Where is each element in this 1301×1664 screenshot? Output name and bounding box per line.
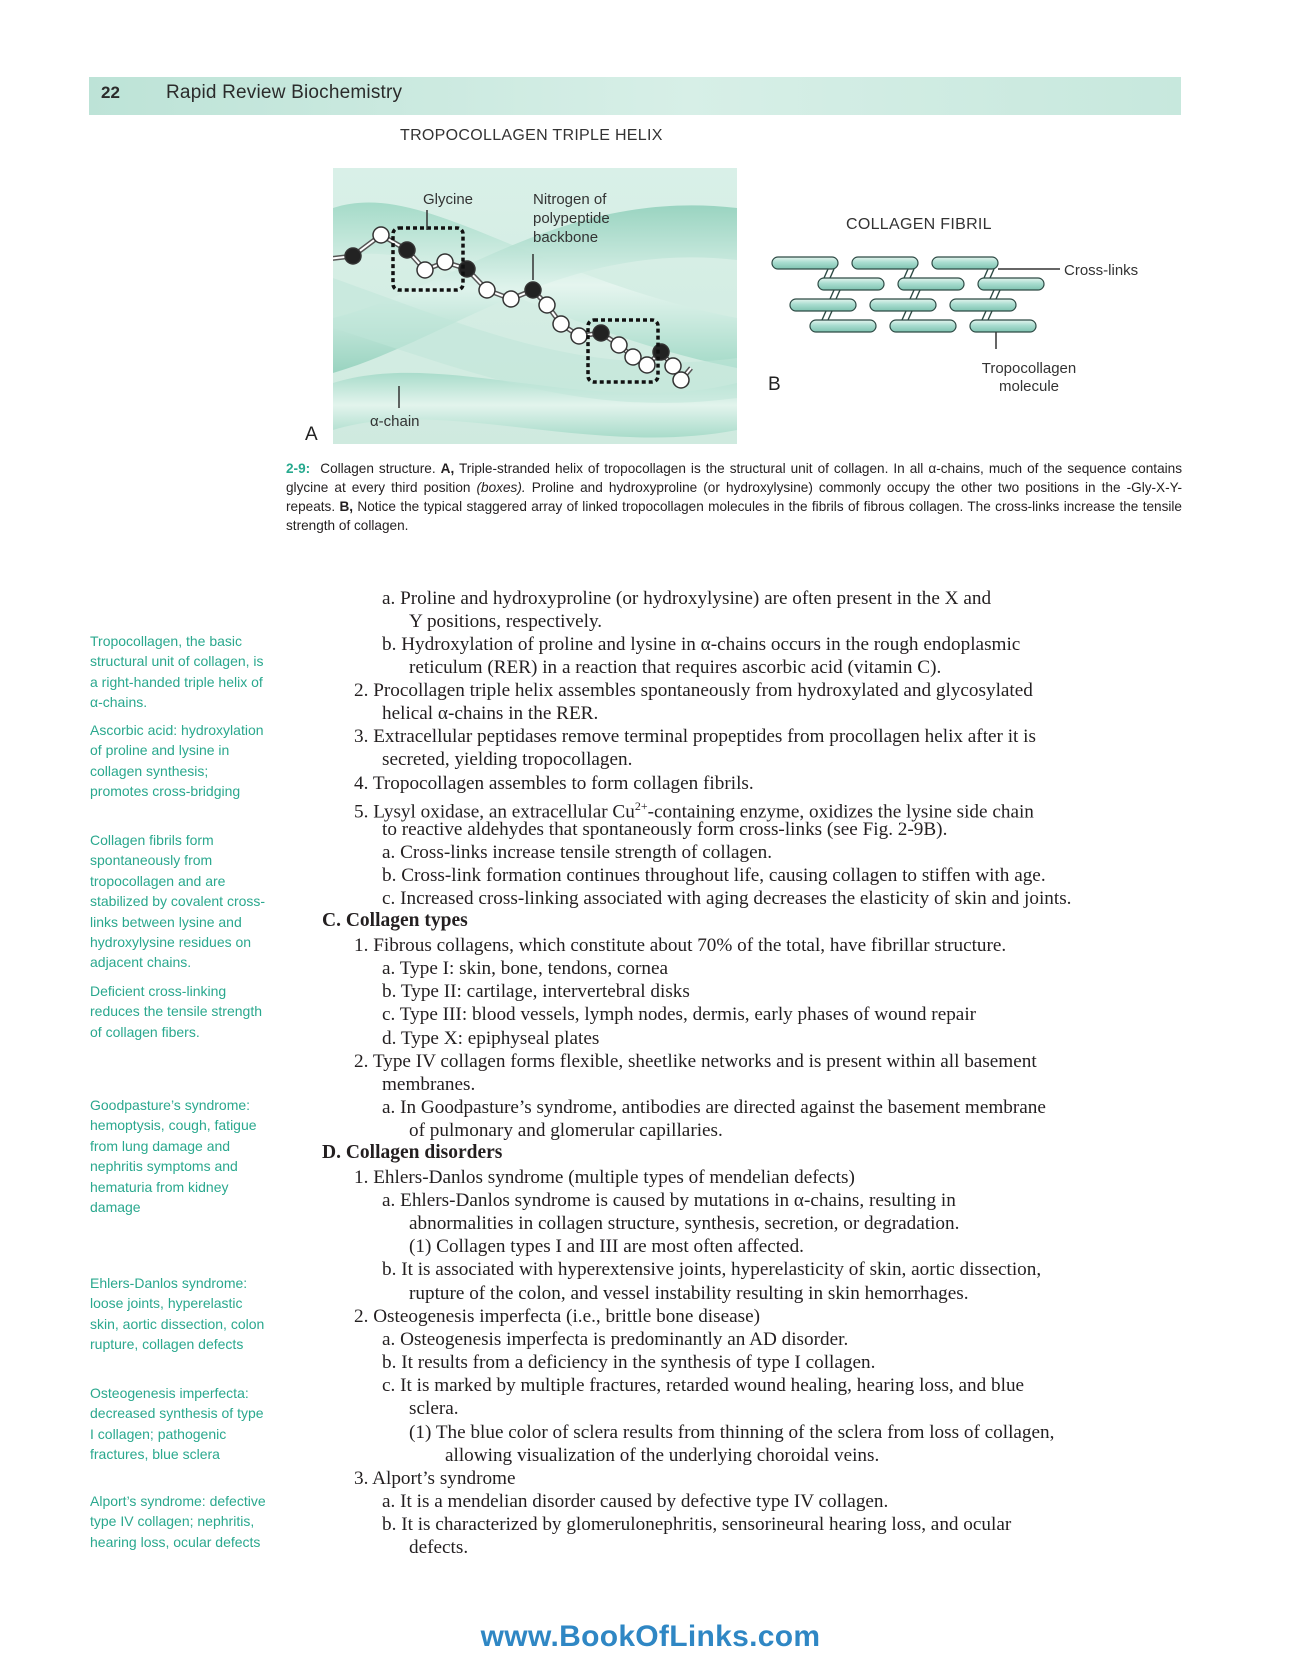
superscript: 2+ <box>634 799 648 813</box>
sidebar-note-collagen-fibrils: Collagen fibrils form spontaneously from tropocollagen and are stabilized by covalent cross-links between lysine and hydroxylysine residues on adjacent chains. <box>90 832 266 971</box>
label-nitrogen-line3: backbone <box>533 229 599 246</box>
sidebar-note-ehlers-danlos: Ehlers-Danlos syndrome: loose joints, hyperelastic skin, aortic dissection, colon rupture, collagen defects <box>90 1275 265 1353</box>
body-text: 5. Lysyl oxidase, an extracellular Cu <box>354 801 635 823</box>
body-line: a. Osteogenesis imperfecta is predominantly an AD disorder. <box>382 1329 849 1350</box>
body-line: defects. <box>409 1537 469 1558</box>
sidebar-note-ascorbic-acid: Ascorbic acid: hydroxylation of proline and lysine in collagen synthesis; promotes cross-bridging <box>90 722 264 800</box>
body-line: Y positions, respectively. <box>409 611 603 632</box>
body-line: a. Proline and hydroxyproline (or hydroxylysine) are often present in the X and <box>382 588 992 609</box>
body-line: a. Cross-links increase tensile strength of collagen. <box>382 842 773 863</box>
body-line: 3. Alport’s syndrome <box>354 1468 516 1489</box>
figure-title-triple-helix: TROPOCOLLAGEN TRIPLE HELIX <box>400 127 663 144</box>
label-tropocollagen-line2: molecule <box>998 378 1060 395</box>
body-line: 2. Procollagen triple helix assembles spontaneously from hydroxylated and glycosylated <box>354 680 1033 701</box>
sidebar-note-osteogenesis: Osteogenesis imperfecta: decreased synthesis of type I collagen; pathogenic fractures, blue sclera <box>90 1385 264 1463</box>
body-line: b. Hydroxylation of proline and lysine in α-chains occurs in the rough endoplasmic <box>382 634 1021 655</box>
body-line: membranes. <box>382 1074 476 1095</box>
section-heading-collagen-types: C. Collagen types <box>322 910 468 931</box>
body-line: a. It is a mendelian disorder caused by defective type IV collagen. <box>382 1491 889 1512</box>
body-text: -containing enzyme, oxidizes the lysine side chain <box>647 801 1034 823</box>
body-line: 1. Fibrous collagens, which constitute about 70% of the total, have fibrillar structure. <box>354 935 1007 956</box>
body-line: 2. Type IV collagen forms flexible, sheetlike networks and is present within all basement <box>354 1051 1037 1072</box>
collagen-fibril-illustration <box>770 245 1080 355</box>
label-nitrogen-line1: Nitrogen of <box>533 191 607 208</box>
body-line: 1. Ehlers-Danlos syndrome (multiple types of mendelian defects) <box>354 1167 855 1188</box>
body-line: 3. Extracellular peptidases remove terminal propeptides from procollagen helix after it is <box>354 726 1036 747</box>
figure-caption <box>286 459 1182 535</box>
body-line: sclera. <box>409 1398 459 1419</box>
caption-label-b: B, <box>339 499 354 514</box>
body-line: (1) The blue color of sclera results from thinning of the sclera from loss of collagen, <box>409 1422 1055 1443</box>
body-line: a. Type I: skin, bone, tendons, cornea <box>382 958 669 979</box>
sidebar-note-cross-linking: Deficient cross-linking reduces the tensile strength of collagen fibers. <box>90 983 262 1040</box>
body-line: of pulmonary and glomerular capillaries. <box>409 1120 723 1141</box>
body-line: secreted, yielding tropocollagen. <box>382 749 633 770</box>
panel-letter-b: B <box>768 374 781 395</box>
caption-text-1: Collagen structure. <box>320 461 441 476</box>
body-line: d. Type X: epiphyseal plates <box>382 1028 600 1049</box>
sidebar-note-alport: Alport’s syndrome: defective type IV collagen; nephritis, hearing loss, ocular defects <box>90 1493 266 1550</box>
body-line: 2. Osteogenesis imperfecta (i.e., brittle bone disease) <box>354 1306 760 1327</box>
figure-title-collagen-fibril: COLLAGEN FIBRIL <box>846 216 992 233</box>
label-cross-links: Cross-links <box>1064 262 1139 279</box>
body-line: abnormalities in collagen structure, synthesis, secretion, or degradation. <box>409 1213 960 1234</box>
body-line: c. It is marked by multiple fractures, retarded wound healing, hearing loss, and blue <box>382 1375 1025 1396</box>
body-line: a. Ehlers-Danlos syndrome is caused by mutations in α-chains, resulting in <box>382 1190 956 1211</box>
body-line: b. It results from a deficiency in the synthesis of type I collagen. <box>382 1352 876 1373</box>
body-line: reticulum (RER) in a reaction that requires ascorbic acid (vitamin C). <box>409 657 942 678</box>
body-line: b. It is associated with hyperextensive joints, hyperelasticity of skin, aortic dissection, <box>382 1259 1042 1280</box>
body-line: b. Type II: cartilage, intervertebral disks <box>382 981 690 1002</box>
body-line: b. Cross-link formation continues throughout life, causing collagen to stiffen with age. <box>382 865 1046 886</box>
caption-text-2: Triple-stranded helix of tropocollagen is the structural unit of collagen. In all α-chains, much of the sequence contains glycine at every third position <box>286 461 1183 495</box>
body-line: a. In Goodpasture’s syndrome, antibodies are directed against the basement membrane <box>382 1097 1046 1118</box>
caption-figure-number: 2-9: <box>286 461 311 476</box>
caption-text-3: Proline and hydroxyproline (or hydroxylysine) commonly occupy the other two positions in the -Gly-X-Y- repeats. <box>286 480 1182 514</box>
body-line: helical α-chains in the RER. <box>382 703 599 724</box>
running-head: Rapid Review Biochemistry <box>166 82 403 103</box>
section-heading-collagen-disorders: D. Collagen disorders <box>322 1142 503 1163</box>
caption-text-4: Notice the typical staggered array of linked tropocollagen molecules in the fibrils of fibrous collagen. The cross-links increase the tensile strength of collagen. <box>286 499 1182 533</box>
body-line: 4. Tropocollagen assembles to form collagen fibrils. <box>354 773 754 794</box>
caption-boxes: (boxes). <box>476 480 526 495</box>
sidebar-note-goodpasture: Goodpasture’s syndrome: hemoptysis, cough, fatigue from lung damage and nephritis symptoms and hematuria from kidney damage <box>90 1097 257 1216</box>
body-line: rupture of the colon, and vessel instability resulting in skin hemorrhages. <box>409 1283 969 1304</box>
sidebar-note-tropocollagen: Tropocollagen, the basic structural unit of collagen, is a right-handed triple helix of α-chains. <box>90 633 264 711</box>
body-line: b. It is characterized by glomerulonephritis, sensorineural hearing loss, and ocular <box>382 1514 1012 1535</box>
body-line: c. Type III: blood vessels, lymph nodes, dermis, early phases of wound repair <box>382 1004 977 1025</box>
label-glycine: Glycine <box>423 191 474 208</box>
body-line: to reactive aldehydes that spontaneously form cross-links (see Fig. 2-9B). <box>382 819 948 840</box>
footer-url-link[interactable]: www.BookOfLinks.com <box>480 1620 821 1653</box>
body-line: (1) Collagen types I and III are most often affected. <box>409 1236 804 1257</box>
panel-letter-a: A <box>305 424 318 445</box>
label-alpha-chain: α-chain <box>370 413 420 430</box>
label-nitrogen-line2: polypeptide <box>533 210 610 227</box>
label-tropocollagen-line1: Tropocollagen <box>981 360 1077 377</box>
body-line: c. Increased cross-linking associated with aging decreases the elasticity of skin and joints. <box>382 888 1072 909</box>
caption-label-a: A, <box>440 461 455 476</box>
body-line: allowing visualization of the underlying choroidal veins. <box>445 1445 880 1466</box>
page-number: 22 <box>101 83 120 102</box>
